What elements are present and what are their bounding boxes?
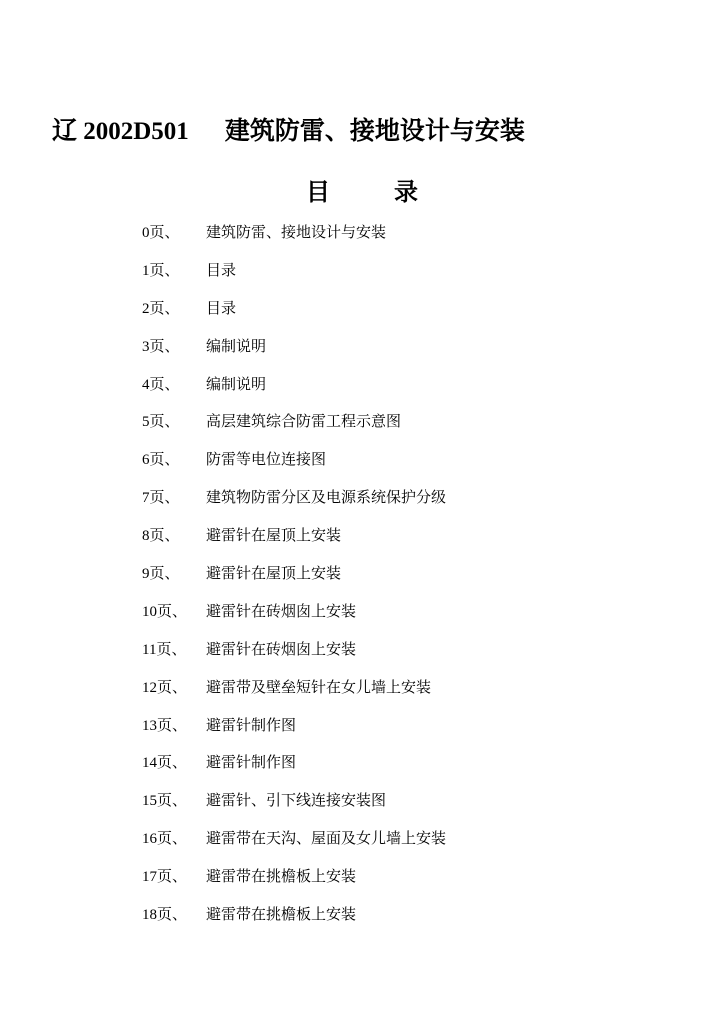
toc-page-number: 14 (142, 755, 157, 772)
toc-page-number: 8 (142, 528, 150, 545)
toc-row (142, 257, 446, 295)
toc-page-label (142, 901, 206, 939)
toc-page-number: 18 (142, 907, 157, 924)
toc-row (142, 901, 446, 939)
toc-page-number: 16 (142, 831, 157, 848)
toc-row (142, 749, 446, 787)
toc-page-label (142, 484, 206, 522)
toc-entry-title: 建筑物防雷分区及电源系统保护分级 (206, 488, 447, 507)
toc-entry-title: 避雷带及壁垒短针在女儿墙上安装 (206, 677, 432, 696)
toc-page-number: 3 (142, 338, 150, 355)
toc-page-suffix: 页、 (149, 298, 180, 317)
toc-page-label (142, 825, 206, 863)
toc-entry-title: 避雷带在天沟、屋面及女儿墙上安装 (206, 829, 447, 848)
toc-page-suffix: 页、 (149, 223, 180, 241)
toc-entry-title: 目录 (206, 260, 237, 279)
toc-row (142, 674, 446, 712)
toc-entry-title: 编制说明 (206, 336, 267, 355)
toc-page-suffix: 页、 (149, 412, 180, 431)
toc-entry-title: 避雷针在屋顶上安装 (206, 564, 342, 583)
toc-entry-title: 避雷针制作图 (206, 715, 297, 734)
toc-entry-title: 避雷针在砖烟囱上安装 (206, 639, 357, 658)
toc-page-label (142, 408, 206, 446)
document-title (52, 116, 525, 147)
toc-row (142, 712, 446, 750)
toc-entry-title: 避雷针在砖烟囱上安装 (206, 601, 357, 620)
toc-page-number: 4 (142, 376, 150, 393)
toc-page-suffix: 页、 (157, 715, 188, 734)
toc-page-label (142, 749, 206, 787)
toc-page-suffix: 页、 (149, 336, 180, 355)
toc-page-number: 17 (142, 869, 157, 886)
toc-list (142, 219, 446, 939)
toc-page-label (142, 522, 206, 560)
toc-entry-title: 避雷针、引下线连接安装图 (206, 791, 387, 810)
toc-entry-title: 目录 (206, 298, 237, 317)
toc-page-suffix: 页、 (157, 677, 188, 696)
toc-page-suffix: 页、 (149, 374, 180, 393)
toc-page-label (142, 787, 206, 825)
toc-row (142, 295, 446, 333)
toc-row (142, 787, 446, 825)
toc-page-suffix: 页、 (157, 867, 188, 886)
toc-page-number: 2 (142, 300, 150, 317)
toc-page-number: 0 (142, 225, 150, 241)
toc-page-label (142, 560, 206, 598)
toc-page-label (142, 371, 206, 409)
toc-row (142, 636, 446, 674)
toc-page-suffix: 页、 (149, 450, 180, 469)
toc-page-number: 7 (142, 490, 150, 507)
toc-entry-title: 避雷带在挑檐板上安装 (206, 905, 357, 924)
document-code: 辽 2002D501 (52, 118, 189, 145)
toc-row (142, 371, 446, 409)
toc-page-label (142, 446, 206, 484)
toc-row (142, 408, 446, 446)
toc-page-number: 5 (142, 414, 150, 431)
toc-page-suffix: 页、 (149, 488, 180, 507)
toc-row (142, 219, 446, 257)
toc-page-suffix: 页、 (156, 639, 187, 658)
toc-row (142, 333, 446, 371)
toc-page-number: 9 (142, 566, 150, 583)
toc-page-number: 11 (142, 641, 157, 658)
toc-row (142, 863, 446, 901)
toc-entry-title: 建筑防雷、接地设计与安装 (206, 223, 387, 241)
toc-page-number: 1 (142, 262, 150, 279)
toc-entry-title: 避雷针在屋顶上安装 (206, 526, 342, 545)
toc-row (142, 522, 446, 560)
toc-page-suffix: 页、 (149, 526, 180, 545)
toc-page-suffix: 页、 (157, 829, 188, 848)
toc-page-suffix: 页、 (157, 791, 188, 810)
toc-page-number: 15 (142, 793, 157, 810)
toc-row (142, 560, 446, 598)
document-name: 建筑防雷、接地设计与安装 (224, 116, 525, 145)
toc-page-label (142, 863, 206, 901)
toc-page-number: 10 (142, 603, 157, 620)
toc-page-label (142, 295, 206, 333)
toc-page-label (142, 333, 206, 371)
toc-row (142, 825, 446, 863)
toc-entry-title: 避雷带在挑檐板上安装 (206, 867, 357, 886)
toc-page-label (142, 712, 206, 750)
toc-page-number: 12 (142, 679, 157, 696)
toc-row (142, 484, 446, 522)
toc-page-suffix: 页、 (157, 905, 188, 924)
toc-page-label (142, 674, 206, 712)
toc-page-suffix: 页、 (149, 564, 180, 583)
toc-page-label (142, 636, 206, 674)
toc-row (142, 446, 446, 484)
toc-page-suffix: 页、 (157, 601, 188, 620)
toc-page-number: 13 (142, 717, 157, 734)
toc-page-number: 6 (142, 452, 150, 469)
toc-page-label (142, 219, 206, 257)
toc-entry-title: 编制说明 (206, 374, 267, 393)
toc-page-suffix: 页、 (149, 260, 180, 279)
toc-entry-title: 避雷针制作图 (206, 753, 297, 772)
toc-page-label (142, 598, 206, 636)
toc-entry-title: 防雷等电位连接图 (206, 450, 327, 469)
toc-page-label (142, 257, 206, 295)
toc-page-suffix: 页、 (157, 753, 188, 772)
toc-heading: 目录 (306, 178, 482, 206)
toc-row (142, 598, 446, 636)
toc-entry-title: 高层建筑综合防雷工程示意图 (206, 412, 402, 431)
